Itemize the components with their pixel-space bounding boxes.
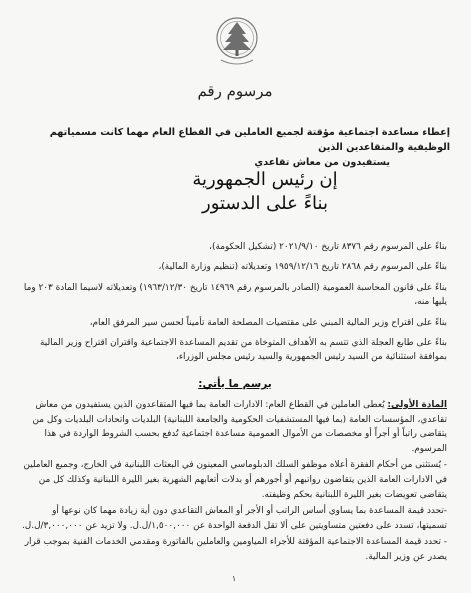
president-title: إن رئيس الجمهورية: [192, 169, 338, 190]
page-number: ١: [231, 574, 237, 583]
article-1-item: -تحدد قيمة المساعدة بما يساوي أساس الراتب أو الأجر أو المعاش التقاعدي دون أية زيادة مهما كان نوعها أو تسميتها، تسدد على دفعتين متساويتين على ألا تقل الدفعة الواحدة عن ١,٥٠٠,٠٠٠/ل.ل. ولا تزيد عن ٣,٠٠٠,٠٠٠/ل.ل.: [21, 506, 447, 531]
preamble-clause: بناءً على قانون المحاسبة العمومية (الصادر بالمرسوم رقم ١٤٩٦٩ تاريخ ١٩٦٣/١٢/٣٠) وتعديلاته لاسيما المادة ٢٠٣ وما يليها منه،: [23, 282, 447, 308]
decrees-heading: يرسم ما يأتي:: [198, 378, 272, 390]
preamble: [22, 240, 447, 371]
decree-number-label: مرسوم رقم: [197, 82, 273, 100]
cedar-emblem-icon: [215, 14, 259, 70]
article-1: [22, 398, 447, 567]
article-1-item: - تحدد قيمة المساعدة الاجتماعية المؤقتة للأجراء المياومين والعاملين بالفاتورة ومقدمي الخدمات الفنية بموجب قرار يصدر عن وزير المالية.: [24, 537, 447, 562]
preamble-clause: بناءً على اقتراح وزير المالية المبني على مقتضيات المصلحة العامة تأميناً لحسن سير المرفق العام،: [89, 317, 447, 328]
constitution-basis: بناءً على الدستور: [202, 193, 328, 214]
preamble-clause: بناءً على طابع العجلة الذي تتسم به الأهداف المتوخاة من تقديم المساعدة الاجتماعية واقتران اقتراح وزير المالية بموافقة استثنائية من السيد رئيس الجمهورية والسيد رئيس مجلس الوزراء،: [40, 338, 447, 363]
president-heading: [190, 168, 340, 216]
preamble-clause: بناءً على المرسوم رقم ٢٨٦٨ تاريخ ١٩٥٩/١٢/١٦ وتعديلاته (تنظيم وزارة المالية)،: [158, 262, 447, 273]
subject-line-2: يستفيدون من معاش تقاعدي: [254, 157, 390, 168]
preamble-clause: بناءً على المرسوم رقم ٨٣٧٦ تاريخ ٢٠٢١/٩/١٠ (تشكيل الحكومة)،: [209, 242, 447, 252]
article-1-intro: [22, 398, 447, 456]
decree-subject: [18, 125, 450, 170]
subject-line-1: إعطاء مساعدة اجتماعية مؤقتة لجميع العاملين في القطاع العام مهما كانت مسمياتهم الوظيفية والمتقاعدين الذين: [49, 127, 450, 153]
article-1-item: - يُستثنى من أحكام الفقرة أعلاه موظفو السلك الدبلوماسي المعينون في البعثات اللبنانية في الخارج، وجميع العاملين في الادارات العامة الذين يتقاضون رواتبهم أو أجورهم أو بدلات أتعابهم الشهرية بغير الليرة اللبنانية وكذلك كل من يتقاضى تعويضات بغير الليرة اللبنانية بحكم وظيفته.: [23, 460, 447, 500]
article-1-heading: المادة الأولى:: [387, 400, 447, 410]
article-1-intro-text: يُعطى العاملين في القطاع العام: الادارات العامة بما فيها المتقاعدون الذين يستفيدون من معاش تقاعدي، المؤسسات العامة (بما فيها المستشفيات الحكومية والجامعة اللبنانية) البلديات واتحادات البلديات وكل من يتقاضى راتباً أو أجراً أو مخصصات من الأموال العمومية مساعدة اجتماعية تُدفع بحسب الشروط الواردة في هذا المرسوم.: [32, 400, 447, 454]
